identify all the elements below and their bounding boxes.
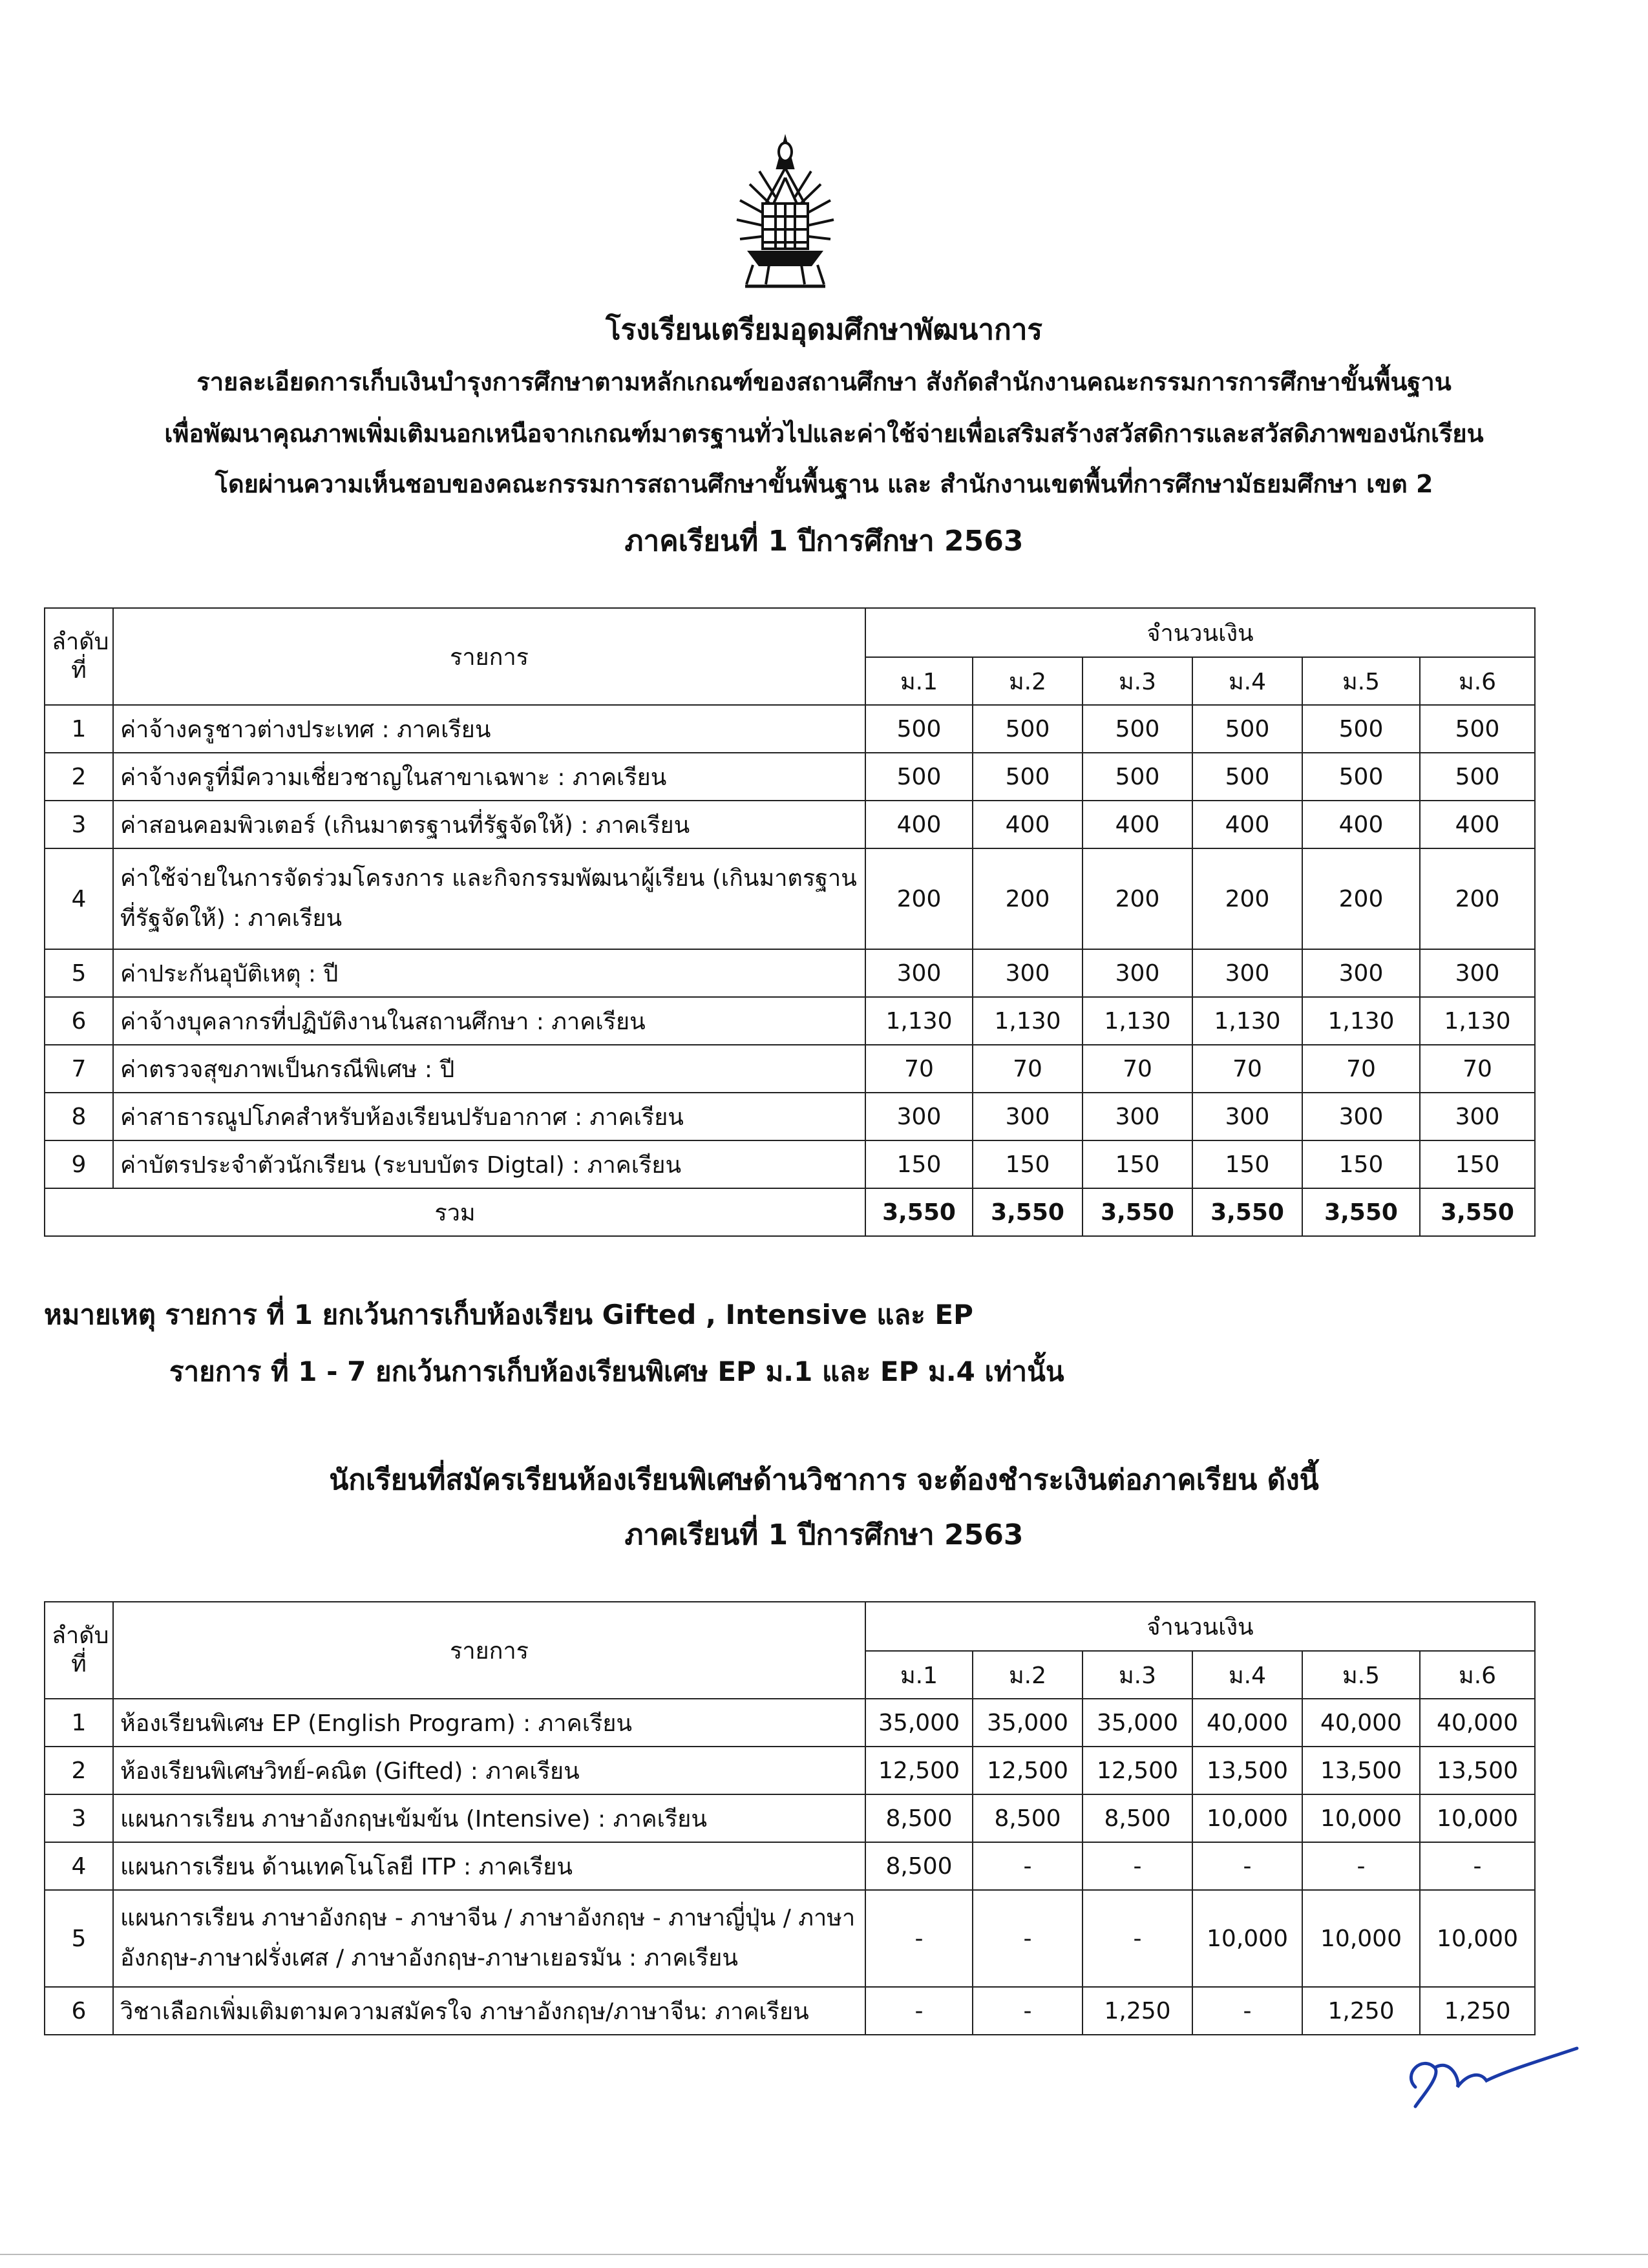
fee-value: 1,130 (865, 997, 973, 1045)
row-item: ห้องเรียนพิเศษ EP (English Program) : ภาคเรียน (113, 1699, 865, 1747)
table-row (45, 1987, 1535, 2035)
row-item: ค่าสอนคอมพิวเตอร์ (เกินมาตรฐานที่รัฐจัดให้) : ภาคเรียน (113, 801, 865, 848)
fee-value: - (973, 1890, 1083, 1987)
row-number: 3 (45, 1794, 113, 1842)
fee-value: 300 (865, 949, 973, 997)
fee-value: - (1083, 1890, 1192, 1987)
total-value: 3,550 (865, 1188, 973, 1236)
fee-value: 8,500 (865, 1842, 973, 1890)
fee-value: 10,000 (1420, 1794, 1535, 1842)
row-number: 5 (45, 949, 113, 997)
fee-value: 300 (1192, 1093, 1302, 1140)
fee-value: 1,250 (1302, 1987, 1420, 2035)
fee-value: - (973, 1987, 1083, 2035)
fee-value: 150 (1192, 1140, 1302, 1188)
special-program-fees-table (44, 1601, 1536, 2035)
fee-value: 8,500 (973, 1794, 1083, 1842)
grade-header: ม.6 (1420, 657, 1535, 705)
header-description-line-2: เพื่อพัฒนาคุณภาพเพิ่มเติมนอกเหนือจากเกณฑ์มาตรฐานทั่วไปและค่าใช้จ่ายเพื่อเสริมสร้างสวัสดิการและสวัสดิภาพของนักเรียน (164, 419, 1484, 448)
fee-value: 70 (1420, 1045, 1535, 1093)
fee-value: 300 (1420, 949, 1535, 997)
row-number: 6 (45, 1987, 113, 2035)
fee-value: 1,130 (1420, 997, 1535, 1045)
grade-header: ม.3 (1083, 1651, 1192, 1699)
total-value: 3,550 (1083, 1188, 1192, 1236)
fee-value: 10,000 (1192, 1890, 1302, 1987)
fee-value: 40,000 (1420, 1699, 1535, 1747)
row-number: 5 (45, 1890, 113, 1987)
grade-header: ม.6 (1420, 1651, 1535, 1699)
fee-value: 150 (973, 1140, 1083, 1188)
fee-value: 1,130 (973, 997, 1083, 1045)
total-label: รวม (45, 1188, 865, 1236)
column-header-no: ลำดับ ที่ (45, 1602, 113, 1699)
row-item: ค่าจ้างบุคลากรที่ปฏิบัติงานในสถานศึกษา : ภาคเรียน (113, 997, 865, 1045)
fee-value: 300 (1083, 949, 1192, 997)
fee-value: 1,130 (1302, 997, 1420, 1045)
row-item: แผนการเรียน ด้านเทคโนโลยี ITP : ภาคเรียน (113, 1842, 865, 1890)
row-number: 7 (45, 1045, 113, 1093)
row-item: วิชาเลือกเพิ่มเติมตามความสมัครใจ ภาษาอังกฤษ/ภาษาจีน: ภาคเรียน (113, 1987, 865, 2035)
row-item: ค่าตรวจสุขภาพเป็นกรณีพิเศษ : ปี (113, 1045, 865, 1093)
fee-value: 400 (865, 801, 973, 848)
fee-value: 35,000 (1083, 1699, 1192, 1747)
row-item: ค่าสาธารณูปโภคสำหรับห้องเรียนปรับอากาศ : ภาคเรียน (113, 1093, 865, 1140)
fee-value: - (865, 1987, 973, 2035)
fee-value: 200 (1192, 848, 1302, 949)
row-item: ห้องเรียนพิเศษวิทย์-คณิต (Gifted) : ภาคเรียน (113, 1747, 865, 1794)
table-header-row (45, 1602, 1535, 1651)
fee-value: 300 (1083, 1093, 1192, 1140)
fee-value: 10,000 (1302, 1890, 1420, 1987)
fee-value: 400 (1083, 801, 1192, 848)
fee-value: 12,500 (865, 1747, 973, 1794)
table-row (45, 1890, 1535, 1987)
total-value: 3,550 (973, 1188, 1083, 1236)
total-value: 3,550 (1302, 1188, 1420, 1236)
fee-value: 200 (1420, 848, 1535, 949)
fee-value: 500 (1192, 753, 1302, 801)
signature-mark (1396, 2035, 1583, 2113)
fee-value: - (1083, 1842, 1192, 1890)
grade-header: ม.2 (973, 1651, 1083, 1699)
fee-value: 8,500 (1083, 1794, 1192, 1842)
total-row (45, 1188, 1535, 1236)
fee-value: 150 (1083, 1140, 1192, 1188)
row-number: 4 (45, 848, 113, 949)
header-description-line-1: รายละเอียดการเก็บเงินบำรุงการศึกษาตามหลักเกณฑ์ของสถานศึกษา สังกัดสำนักงานคณะกรรมการการศึกษาขั้นพื้นฐาน (196, 368, 1452, 396)
fee-value: 150 (1302, 1140, 1420, 1188)
fee-value: 300 (973, 949, 1083, 997)
fee-value: 10,000 (1192, 1794, 1302, 1842)
grade-header: ม.2 (973, 657, 1083, 705)
page-bottom-edge (0, 2254, 1648, 2255)
row-item: แผนการเรียน ภาษาอังกฤษ - ภาษาจีน / ภาษาอังกฤษ - ภาษาญี่ปุ่น / ภาษาอังกฤษ-ภาษาฝรั่งเศส / ภาษาอังกฤษ-ภาษาเยอรมัน : ภาคเรียน (113, 1890, 865, 1987)
remark-line-1: หมายเหตุ รายการ ที่ 1 ยกเว้นการเก็บห้องเรียน Gifted , Intensive และ EP (44, 1299, 973, 1330)
column-header-no: ลำดับ ที่ (45, 608, 113, 705)
fee-value: 500 (1083, 705, 1192, 753)
column-header-amount: จำนวนเงิน (865, 1602, 1535, 1651)
fee-value: 300 (1302, 1093, 1420, 1140)
table-row (45, 1842, 1535, 1890)
table-header-row (45, 608, 1535, 657)
table-row (45, 1093, 1535, 1140)
fee-value: 70 (865, 1045, 973, 1093)
fee-value: 200 (1302, 848, 1420, 949)
row-number: 6 (45, 997, 113, 1045)
fee-value: 40,000 (1192, 1699, 1302, 1747)
row-number: 8 (45, 1093, 113, 1140)
term-heading: ภาคเรียนที่ 1 ปีการศึกษา 2563 (624, 525, 1024, 558)
column-header-item: รายการ (113, 1602, 865, 1699)
fee-value: - (865, 1890, 973, 1987)
fee-value: 70 (973, 1045, 1083, 1093)
row-number: 2 (45, 753, 113, 801)
school-name: โรงเรียนเตรียมอุดมศึกษาพัฒนาการ (605, 313, 1043, 346)
fee-value: 10,000 (1420, 1890, 1535, 1987)
fee-value: 300 (865, 1093, 973, 1140)
table-row (45, 753, 1535, 801)
table-row (45, 705, 1535, 753)
fee-value: 300 (973, 1093, 1083, 1140)
fee-value: - (1192, 1842, 1302, 1890)
fee-value: 200 (973, 848, 1083, 949)
total-value: 3,550 (1420, 1188, 1535, 1236)
fee-value: 500 (1192, 705, 1302, 753)
table-row (45, 1699, 1535, 1747)
special-program-heading: นักเรียนที่สมัครเรียนห้องเรียนพิเศษด้านวิชาการ จะต้องชำระเงินต่อภาคเรียน ดังนี้ (329, 1464, 1319, 1496)
column-header-item: รายการ (113, 608, 865, 705)
fee-value: 1,250 (1420, 1987, 1535, 2035)
fee-value: 500 (973, 705, 1083, 753)
school-emblem-icon (714, 132, 856, 294)
header-description-line-3: โดยผ่านความเห็นชอบของคณะกรรมการสถานศึกษาขั้นพื้นฐาน และ สำนักงานเขตพื้นที่การศึกษามัธยมศึกษา เขต 2 (215, 470, 1433, 498)
fee-value: - (973, 1842, 1083, 1890)
fee-value: 500 (973, 753, 1083, 801)
fee-value: 12,500 (1083, 1747, 1192, 1794)
grade-header: ม.1 (865, 657, 973, 705)
row-item: ค่าใช้จ่ายในการจัดร่วมโครงการ และกิจกรรมพัฒนาผู้เรียน (เกินมาตรฐานที่รัฐจัดให้) : ภาคเรียน (113, 848, 865, 949)
table-row (45, 997, 1535, 1045)
row-number: 1 (45, 1699, 113, 1747)
fee-value: 500 (1302, 753, 1420, 801)
fee-value: 1,130 (1083, 997, 1192, 1045)
fee-value: 13,500 (1302, 1747, 1420, 1794)
fee-value: - (1302, 1842, 1420, 1890)
row-item: ค่าจ้างครูชาวต่างประเทศ : ภาคเรียน (113, 705, 865, 753)
general-fees-table (44, 607, 1536, 1237)
row-item: ค่าจ้างครูที่มีความเชี่ยวชาญในสาขาเฉพาะ : ภาคเรียน (113, 753, 865, 801)
row-number: 1 (45, 705, 113, 753)
remark-line-2: รายการ ที่ 1 - 7 ยกเว้นการเก็บห้องเรียนพิเศษ EP ม.1 และ EP ม.4 เท่านั้น (169, 1356, 1064, 1387)
row-item: ค่าบัตรประจำตัวนักเรียน (ระบบบัตร Digtal) : ภาคเรียน (113, 1140, 865, 1188)
table-row (45, 1747, 1535, 1794)
fee-value: 400 (1420, 801, 1535, 848)
fee-value: 13,500 (1192, 1747, 1302, 1794)
row-number: 2 (45, 1747, 113, 1794)
row-item: ค่าประกันอุบัติเหตุ : ปี (113, 949, 865, 997)
fee-value: 13,500 (1420, 1747, 1535, 1794)
table-row (45, 1140, 1535, 1188)
fee-value: 12,500 (973, 1747, 1083, 1794)
fee-value: 8,500 (865, 1794, 973, 1842)
grade-header: ม.4 (1192, 1651, 1302, 1699)
grade-header: ม.5 (1302, 1651, 1420, 1699)
fee-value: 200 (865, 848, 973, 949)
table-row (45, 1794, 1535, 1842)
fee-value: 10,000 (1302, 1794, 1420, 1842)
fee-value: 300 (1192, 949, 1302, 997)
fee-value: 500 (865, 753, 973, 801)
grade-header: ม.1 (865, 1651, 973, 1699)
column-header-amount: จำนวนเงิน (865, 608, 1535, 657)
fee-value: 300 (1302, 949, 1420, 997)
fee-value: 500 (1420, 753, 1535, 801)
special-program-term: ภาคเรียนที่ 1 ปีการศึกษา 2563 (624, 1518, 1024, 1551)
fee-value: 40,000 (1302, 1699, 1420, 1747)
row-number: 3 (45, 801, 113, 848)
grade-header: ม.5 (1302, 657, 1420, 705)
fee-value: 70 (1192, 1045, 1302, 1093)
fee-value: - (1192, 1987, 1302, 2035)
fee-value: 1,130 (1192, 997, 1302, 1045)
fee-value: 500 (1302, 705, 1420, 753)
grade-header: ม.3 (1083, 657, 1192, 705)
grade-header: ม.4 (1192, 657, 1302, 705)
fee-value: 35,000 (973, 1699, 1083, 1747)
fee-value: 70 (1083, 1045, 1192, 1093)
fee-value: 500 (1083, 753, 1192, 801)
row-number: 9 (45, 1140, 113, 1188)
fee-value: 500 (1420, 705, 1535, 753)
table-row (45, 801, 1535, 848)
fee-value: 400 (1302, 801, 1420, 848)
fee-value: 1,250 (1083, 1987, 1192, 2035)
table-row (45, 1045, 1535, 1093)
fee-value: 500 (865, 705, 973, 753)
fee-value: 400 (1192, 801, 1302, 848)
table-row (45, 848, 1535, 949)
fee-value: 70 (1302, 1045, 1420, 1093)
fee-value: 150 (865, 1140, 973, 1188)
row-number: 4 (45, 1842, 113, 1890)
fee-value: 200 (1083, 848, 1192, 949)
fee-value: 150 (1420, 1140, 1535, 1188)
fee-value: 35,000 (865, 1699, 973, 1747)
fee-value: - (1420, 1842, 1535, 1890)
fee-value: 400 (973, 801, 1083, 848)
table-row (45, 949, 1535, 997)
fee-value: 300 (1420, 1093, 1535, 1140)
row-item: แผนการเรียน ภาษาอังกฤษเข้มข้น (Intensive) : ภาคเรียน (113, 1794, 865, 1842)
total-value: 3,550 (1192, 1188, 1302, 1236)
